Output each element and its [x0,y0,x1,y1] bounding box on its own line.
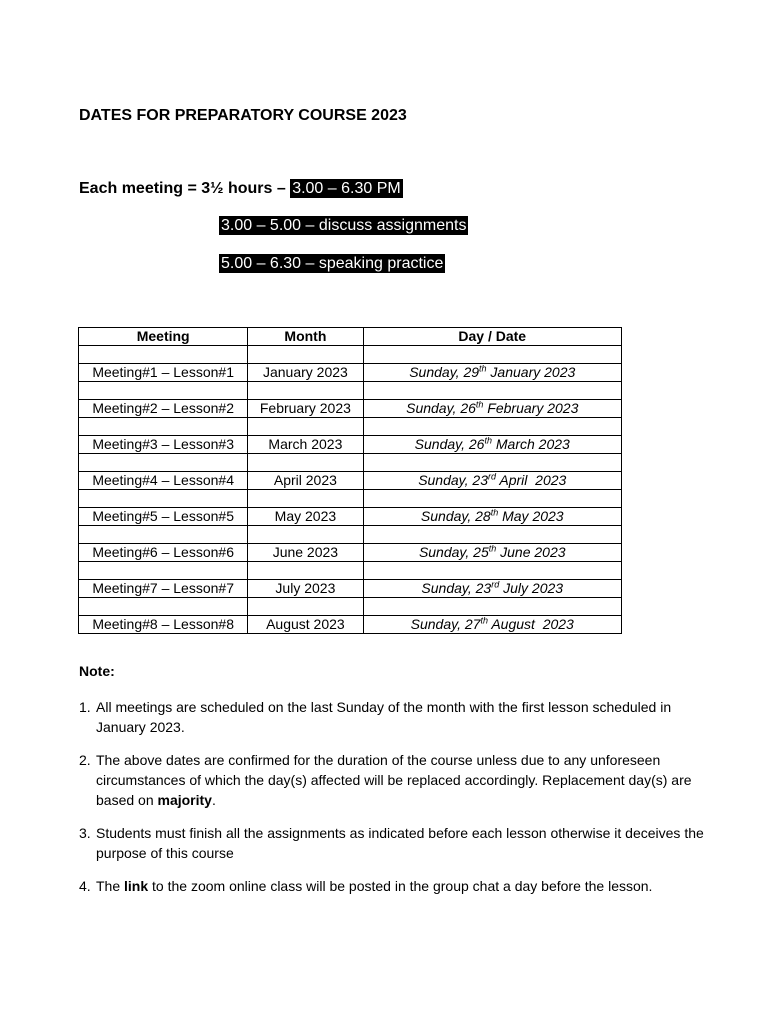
empty-cell [248,382,363,400]
table-row [79,400,622,418]
note-emphasis: majority [157,792,212,808]
header-meeting: Meeting [79,328,248,346]
note-number: 4. [79,878,91,894]
date-cell [363,508,622,526]
meeting-duration-text: Each meeting = 3½ hours – [79,180,291,197]
schedule-table [78,327,622,634]
empty-cell [248,490,363,508]
month-cell: June 2023 [248,544,363,562]
header-date: Day / Date [363,328,622,346]
date-month-year: March 2023 [491,436,570,452]
empty-cell [79,418,248,436]
note-emphasis: link [124,878,149,894]
note-item [79,697,719,737]
date-day: Sunday, 25 [418,544,489,560]
date-ordinal-suffix: rd [491,579,500,590]
empty-cell [248,346,363,364]
month-cell: July 2023 [248,580,363,598]
table-row [79,436,622,454]
empty-cell [363,418,622,436]
note-number: 1. [79,699,91,715]
note-text: Students must finish all the assignments as indicated before each lesson otherwise it deceives the purpose of this course [96,825,704,861]
table-body [79,346,622,634]
schedule-line-speaking [219,255,445,273]
empty-cell [363,562,622,580]
meeting-time-highlight: 3.00 – 6.30 PM [292,180,401,197]
month-cell: May 2023 [248,508,363,526]
date-month-year: August 2023 [487,616,574,632]
date-day: Sunday, 26 [406,400,476,416]
empty-cell [248,526,363,544]
date-ordinal-suffix: th [480,615,488,626]
month-cell: February 2023 [248,400,363,418]
meeting-cell: Meeting#1 – Lesson#1 [79,364,248,382]
date-day: Sunday, 29 [409,364,480,380]
note-item [79,876,719,896]
date-day: Sunday, 27 [410,616,481,632]
date-ordinal-suffix: th [475,399,484,410]
date-month-year: January 2023 [486,364,576,380]
note-text: The above dates are confirmed for the duration of the course unless due to any unforeseen circumstances of which the day(s) affected will be replaced accordingly. Replacement day(s) are based on [96,752,692,808]
table-spacer-row [79,598,622,616]
notes-list [79,697,719,909]
table-header-row [79,328,622,346]
month-cell: April 2023 [248,472,363,490]
empty-cell [363,454,622,472]
empty-cell [363,382,622,400]
date-day: Sunday, 23 [421,580,492,596]
date-day: Sunday, 23 [418,472,488,488]
table-spacer-row [79,346,622,364]
date-month-year: May 2023 [498,508,564,524]
table-spacer-row [79,526,622,544]
empty-cell [248,598,363,616]
date-ordinal-suffix: th [484,435,492,446]
note-number: 3. [79,825,91,841]
note-item [79,750,719,810]
date-ordinal-suffix: th [488,543,497,554]
date-cell [363,580,622,598]
table-row [79,364,622,382]
month-cell: August 2023 [248,616,363,634]
table-spacer-row [79,562,622,580]
month-cell: March 2023 [248,436,363,454]
empty-cell [248,562,363,580]
empty-cell [248,454,363,472]
table-row [79,616,622,634]
empty-cell [363,346,622,364]
date-month-year: February 2023 [483,400,579,416]
date-month-year: April 2023 [496,472,567,488]
note-number: 2. [79,752,91,768]
date-cell [363,436,622,454]
date-cell [363,400,622,418]
meeting-cell: Meeting#2 – Lesson#2 [79,400,248,418]
empty-cell [363,526,622,544]
empty-cell [363,598,622,616]
note-text: . [211,792,216,808]
month-cell: January 2023 [248,364,363,382]
note-label: Note: [79,663,115,679]
note-text: to the zoom online class will be posted in the group chat a day before the lesson. [148,878,653,894]
page-title: DATES FOR PREPARATORY COURSE 2023 [79,107,407,124]
schedule-highlight-speaking: 5.00 – 6.30 – speaking practice [221,255,444,272]
meeting-cell: Meeting#5 – Lesson#5 [79,508,248,526]
meeting-cell: Meeting#7 – Lesson#7 [79,580,248,598]
empty-cell [363,490,622,508]
table-spacer-row [79,454,622,472]
date-month-year: June 2023 [496,544,566,560]
date-month-year: July 2023 [499,580,564,596]
date-day: Sunday, 28 [420,508,491,524]
schedule-line-assignments [219,217,468,235]
meeting-cell: Meeting#4 – Lesson#4 [79,472,248,490]
empty-cell [248,418,363,436]
date-ordinal-suffix: th [479,363,487,374]
date-cell [363,472,622,490]
table-row [79,544,622,562]
empty-cell [79,490,248,508]
empty-cell [79,454,248,472]
note-text: All meetings are scheduled on the last Sunday of the month with the first lesson scheduled in January 2023. [96,699,672,735]
table-spacer-row [79,490,622,508]
empty-cell [79,382,248,400]
date-cell [363,364,622,382]
meeting-cell: Meeting#8 – Lesson#8 [79,616,248,634]
date-ordinal-suffix: rd [487,471,496,482]
table-spacer-row [79,382,622,400]
note-item [79,823,719,863]
date-cell [363,544,622,562]
date-day: Sunday, 26 [414,436,485,452]
table-row [79,472,622,490]
empty-cell [79,562,248,580]
date-ordinal-suffix: th [490,507,499,518]
empty-cell [79,598,248,616]
table-row [79,508,622,526]
table-row [79,580,622,598]
meeting-cell: Meeting#6 – Lesson#6 [79,544,248,562]
empty-cell [79,526,248,544]
table-spacer-row [79,418,622,436]
empty-cell [79,346,248,364]
header-month: Month [248,328,363,346]
note-text: The [96,878,125,894]
date-cell [363,616,622,634]
schedule-highlight-assignments: 3.00 – 5.00 – discuss assignments [221,217,467,234]
meeting-cell: Meeting#3 – Lesson#3 [79,436,248,454]
meeting-duration-line [79,180,403,198]
